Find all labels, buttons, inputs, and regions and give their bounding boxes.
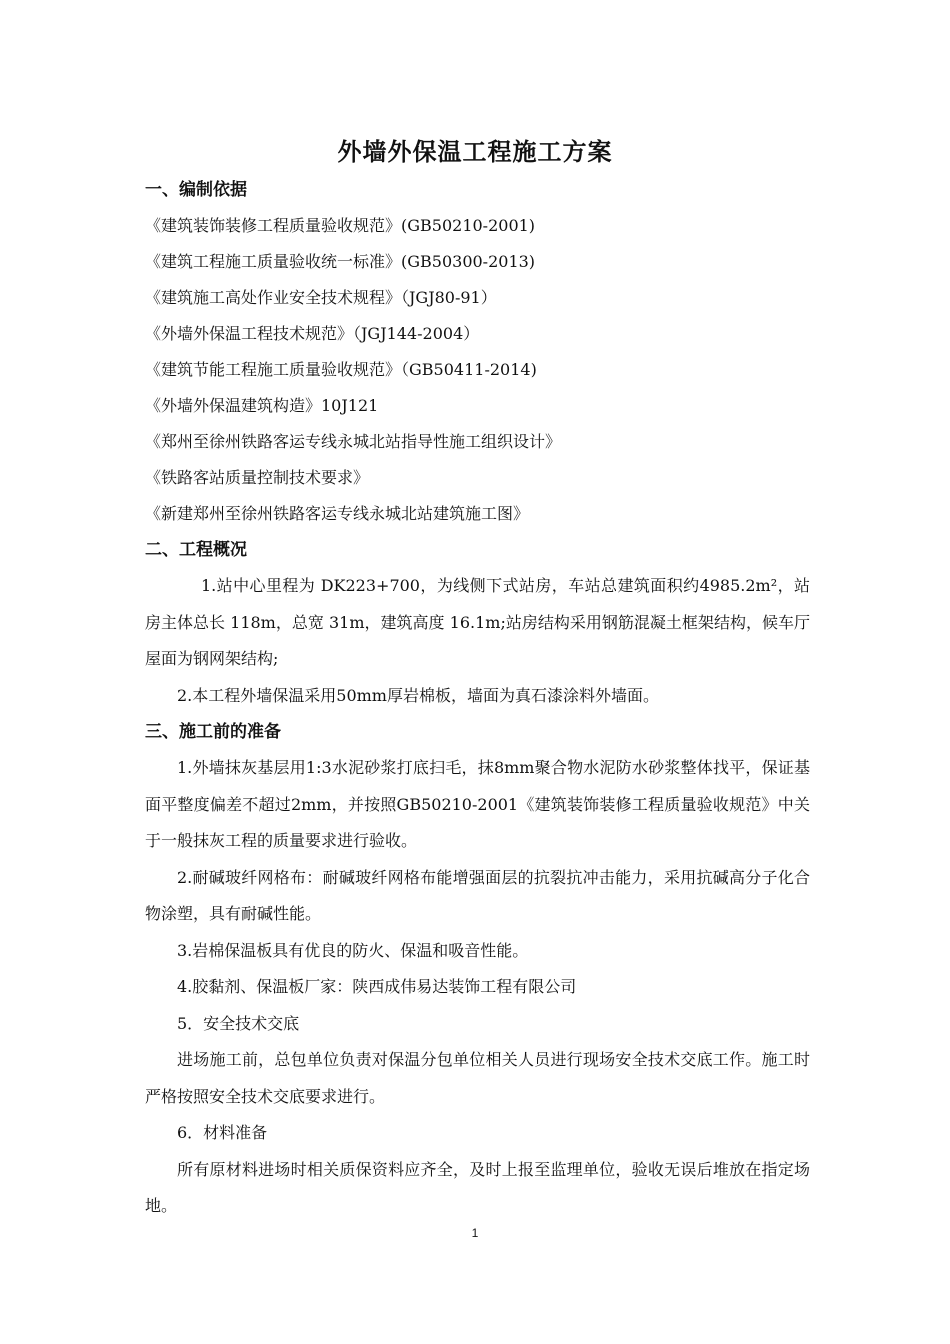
preparation-paragraph-safety: 进场施工前，总包单位负责对保温分包单位相关人员进行现场安全技术交底工作。施工时严格按照安全技术交底要求进行。 <box>145 1050 810 1106</box>
reference-item: 《建筑装饰装修工程质量验收规范》(GB50210-2001) <box>145 216 536 235</box>
section-heading-preparation: 三、施工前的准备 <box>145 722 281 742</box>
preparation-subheading-safety: 5．安全技术交底 <box>177 1013 300 1033</box>
document-body <box>145 172 810 1225</box>
overview-paragraph-2: 2.本工程外墙保温采用50mm厚岩棉板，墙面为真石漆涂料外墙面。 <box>177 685 659 705</box>
page-number: 1 <box>471 1226 479 1240</box>
reference-item: 《建筑节能工程施工质量验收规范》（GB50411-2014) <box>145 360 537 379</box>
reference-item: 《新建郑州至徐州铁路客运专线永城北站建筑施工图》 <box>145 504 530 523</box>
preparation-paragraph-2: 2.耐碱玻纤网格布：耐碱玻纤网格布能增强面层的抗裂抗冲击能力，采用抗碱高分子化合物涂塑，具有耐碱性能。 <box>145 867 810 923</box>
section-heading-basis: 一、编制依据 <box>145 180 247 200</box>
reference-item: 《郑州至徐州铁路客运专线永城北站指导性施工组织设计》 <box>145 432 562 451</box>
overview-paragraph-1: 1.站中心里程为 DK223+700，为线侧下式站房，车站总建筑面积约4985.2m²，站房主体总长 118m，总宽 31m，建筑高度 16.1m;站房结构采用钢筋混凝土框架结构，候车厅屋面为钢网架结构; <box>145 576 810 668</box>
preparation-paragraph-materials: 所有原材料进场时相关质保资料应齐全，及时上报至监理单位，验收无误后堆放在指定场地。 <box>145 1159 810 1215</box>
reference-item: 《建筑施工高处作业安全技术规程》（JGJ80-91） <box>145 288 497 307</box>
reference-item: 《外墙外保温建筑构造》10J121 <box>145 396 379 415</box>
preparation-subheading-materials: 6．材料准备 <box>177 1123 268 1142</box>
section-heading-overview: 二、工程概况 <box>145 540 247 560</box>
preparation-paragraph-3: 3.岩棉保温板具有优良的防火、保温和吸音性能。 <box>177 940 529 960</box>
preparation-paragraph-1: 1.外墙抹灰基层用1:3水泥砂浆打底扫毛，抹8mm聚合物水泥防水砂浆整体找平，保证基面平整度偏差不超过2mm，并按照GB50210-2001《建筑装饰装修工程质量验收规范》中关于一般抹灰工程的质量要求进行验收。 <box>145 758 810 850</box>
preparation-paragraph-4: 4.胶黏剂、保温板厂家：陕西成伟易达装饰工程有限公司 <box>177 977 577 996</box>
reference-item: 《铁路客站质量控制技术要求》 <box>145 468 370 487</box>
reference-item: 《建筑工程施工质量验收统一标准》(GB50300-2013) <box>145 252 536 271</box>
reference-item: 《外墙外保温工程技术规范》（JGJ144-2004） <box>145 324 480 343</box>
document-title: 外墙外保温工程施工方案 <box>337 137 613 166</box>
